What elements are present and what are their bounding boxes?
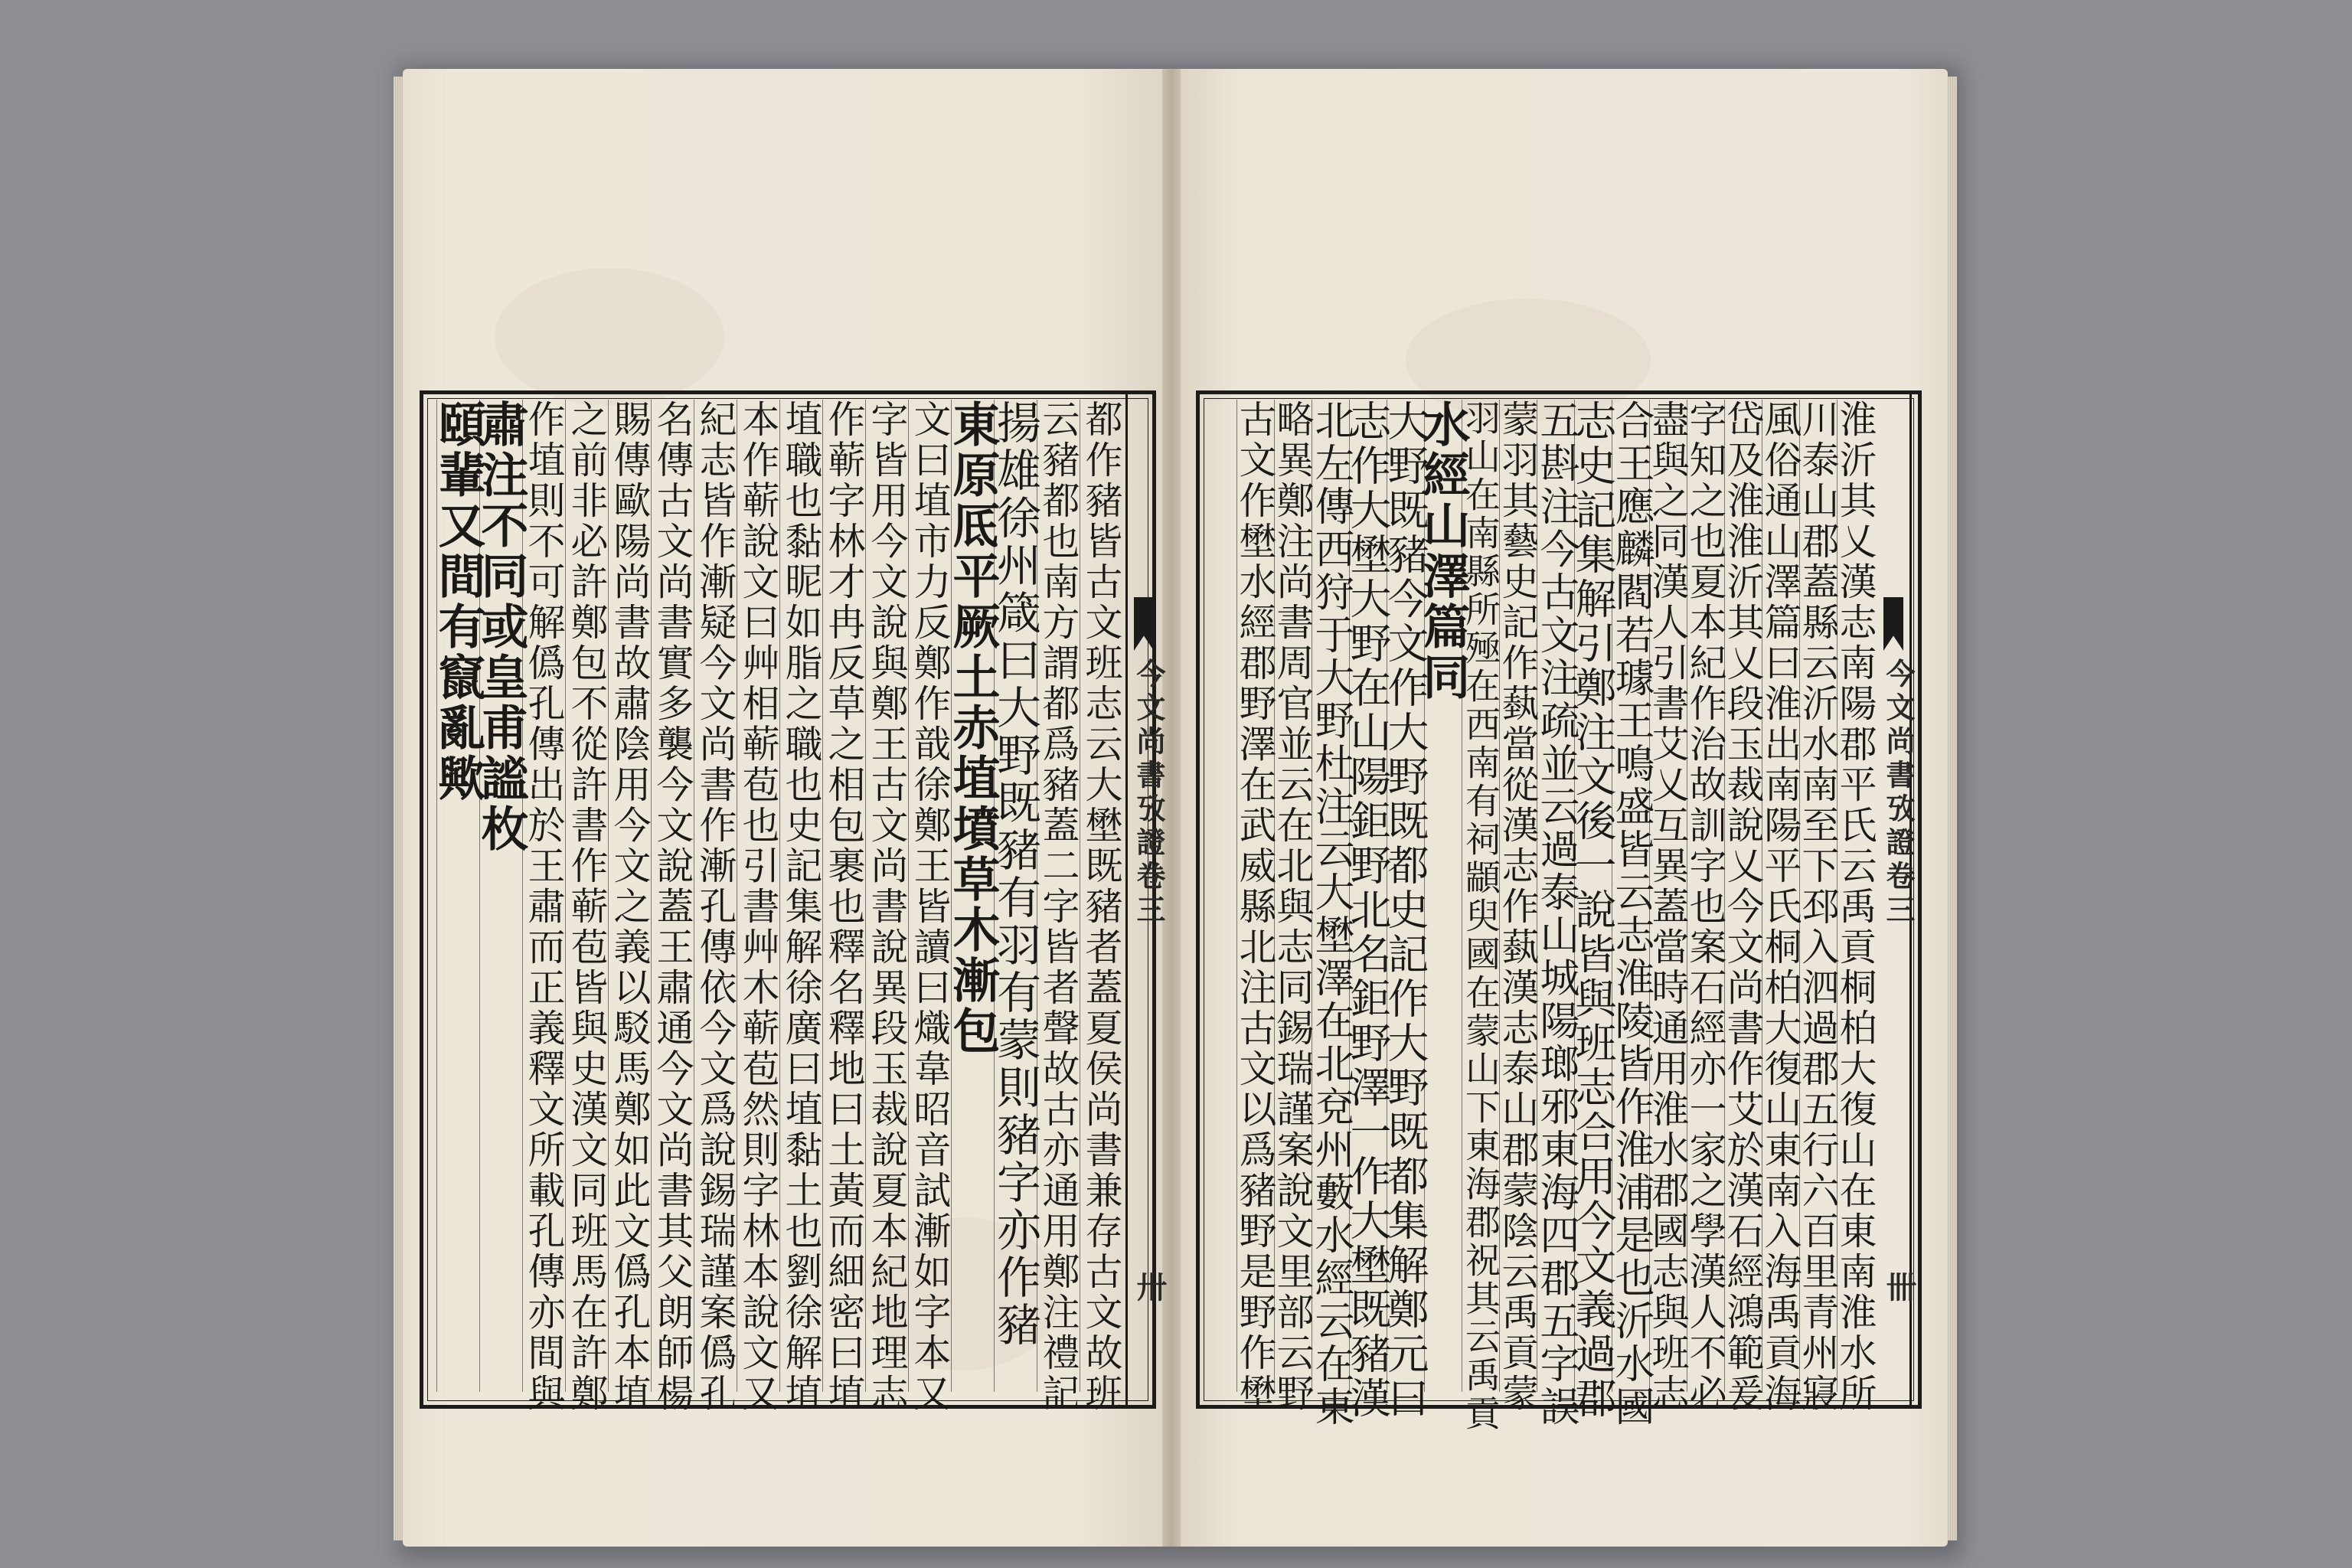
text-column: 肅注不同或皇甫謐枚 — [479, 400, 522, 1392]
left-page-centre-strip — [1125, 390, 1168, 1409]
text-column: 埴職也黏昵如脂之職也史記集解徐廣曰埴黏土也劉徐解埴 — [779, 400, 823, 1414]
text-column: 頤輩又間有竄亂歟 — [436, 400, 479, 1392]
right-page-edges — [1946, 77, 1957, 1540]
text-column: 名傳古文尚書實多襲今文說蓋王肅通今文尚書其父朗師楊 — [651, 400, 694, 1414]
text-column: 之前非必許鄭包不從許書作蕲苞皆與史漢文同班馬在許鄭 — [565, 400, 609, 1414]
left-folio: 卅 — [1132, 1271, 1168, 1302]
text-column: 蒙羽其藝史記作蓺當從漢志作蓺漢志泰山郡蒙陰云禹貢蒙 — [1496, 400, 1540, 1414]
text-column: 東原厎平厥土赤埴墳草木漸包 — [951, 400, 994, 1392]
left-margin-title: 今文尚書攷證卷三 — [1132, 658, 1166, 928]
right-page-centre-strip — [1877, 390, 1917, 1409]
text-column: 字知之也夏本紀作治故訓字也案石經亦一家之學漢人不必 — [1684, 400, 1727, 1414]
text-column: 盡與之同漢人引書艾乂互異蓋當時通用淮水郡國志與班志 — [1646, 400, 1690, 1414]
text-column: 五斟注今古文注疏並云過泰山城陽瑯邪東海四郡五字誤 — [1533, 400, 1579, 1429]
text-column: 川泰山郡蓋縣云沂水南至下邳入泗過郡五行六百里青州寢 — [1796, 400, 1840, 1414]
text-column: 羽山在南縣所殛在西南有祠顓臾國在蒙山下東海郡祝其云禹貢 — [1460, 400, 1501, 1433]
left-text-block — [429, 400, 1123, 1414]
right-margin-title: 今文尚書攷證卷三 — [1881, 658, 1916, 928]
text-column: 文曰埴市力反鄭作戠徐鄭王皆讀曰熾韋昭音試漸如字本又 — [908, 400, 952, 1414]
text-column: 水經山澤篇同 — [1424, 400, 1462, 1392]
fishtail-mark — [1134, 597, 1154, 651]
text-column: 作蕲字林才冉反草之相包裹也釋名釋地曰土黃而細密曰埴 — [822, 400, 866, 1414]
text-column: 略異鄭注尚書周官並云在北與志同錫瑞謹案說文里部云野 — [1271, 400, 1315, 1414]
text-column: 本作蕲說文曰艸相蕲苞也引書艸木蕲苞然則字林本說文又 — [737, 400, 780, 1414]
text-column: 志作大壄大野在山陽鉅野北名鉅野澤一作大壄既豬漢 — [1344, 400, 1392, 1421]
text-column: 岱及淮淮沂其乂段玉裁說乂今文尚書作艾於漢石經鴻範爰 — [1721, 400, 1765, 1414]
text-column: 都作豬皆古文班志云大壄既豬者蓋夏侯尚書兼存古文故班 — [1080, 400, 1123, 1414]
fishtail-mark — [1883, 597, 1903, 651]
text-column: 揚雄徐州箴曰大野既豬有羽有蒙則豬字亦作豬 — [994, 400, 1037, 1392]
right-folio: 卌 — [1881, 1271, 1917, 1302]
text-column: 賜傳歐陽尚書故肅陰用今文之義以駁馬鄭如此文僞孔本埴 — [608, 400, 652, 1414]
right-text-block — [1231, 400, 1877, 1433]
text-column: 風俗通山澤篇曰淮出南陽平氏桐柏大復山東南入海禹貢海 — [1759, 400, 1802, 1414]
text-column: 作埴則不可解僞孔傳出於王肅而正義釋文所載孔傳亦間與 — [522, 400, 566, 1414]
text-column: 字皆用今文說與鄭王古文尚書說異段玉裁說夏本紀地理志 — [865, 400, 909, 1414]
text-column: 云豬都也南方謂都爲豬蓋二字皆者聲故古亦通用鄭注禮記 — [1037, 400, 1080, 1414]
text-column: 志史記集解引鄭注文後一說皆與班志合用今文義過郡 — [1569, 400, 1617, 1421]
text-column: 淮沂其乂漢志南陽郡平氏云禹貢桐柏大復山在東南淮水所 — [1834, 400, 1877, 1414]
text-column: 北左傳西狩于大野杜注云大壄澤在北兗州藪水經云在東 — [1308, 400, 1354, 1429]
text-column: 大野既豬今文作大野既都史記作大野既都集解鄭元曰 — [1381, 400, 1429, 1421]
paper-stain — [495, 268, 724, 406]
text-column: 古文作壄水經郡野澤在武威縣北注古文以爲豬野是野作壄 — [1233, 400, 1277, 1414]
text-column: 紀志皆作漸疑今文尚書作漸孔傳依今文爲說錫瑞謹案僞孔 — [694, 400, 737, 1414]
text-column: 合王應麟閻若璩王鳴盛皆云志淮陵皆作淮浦是也沂水國 — [1608, 400, 1654, 1429]
